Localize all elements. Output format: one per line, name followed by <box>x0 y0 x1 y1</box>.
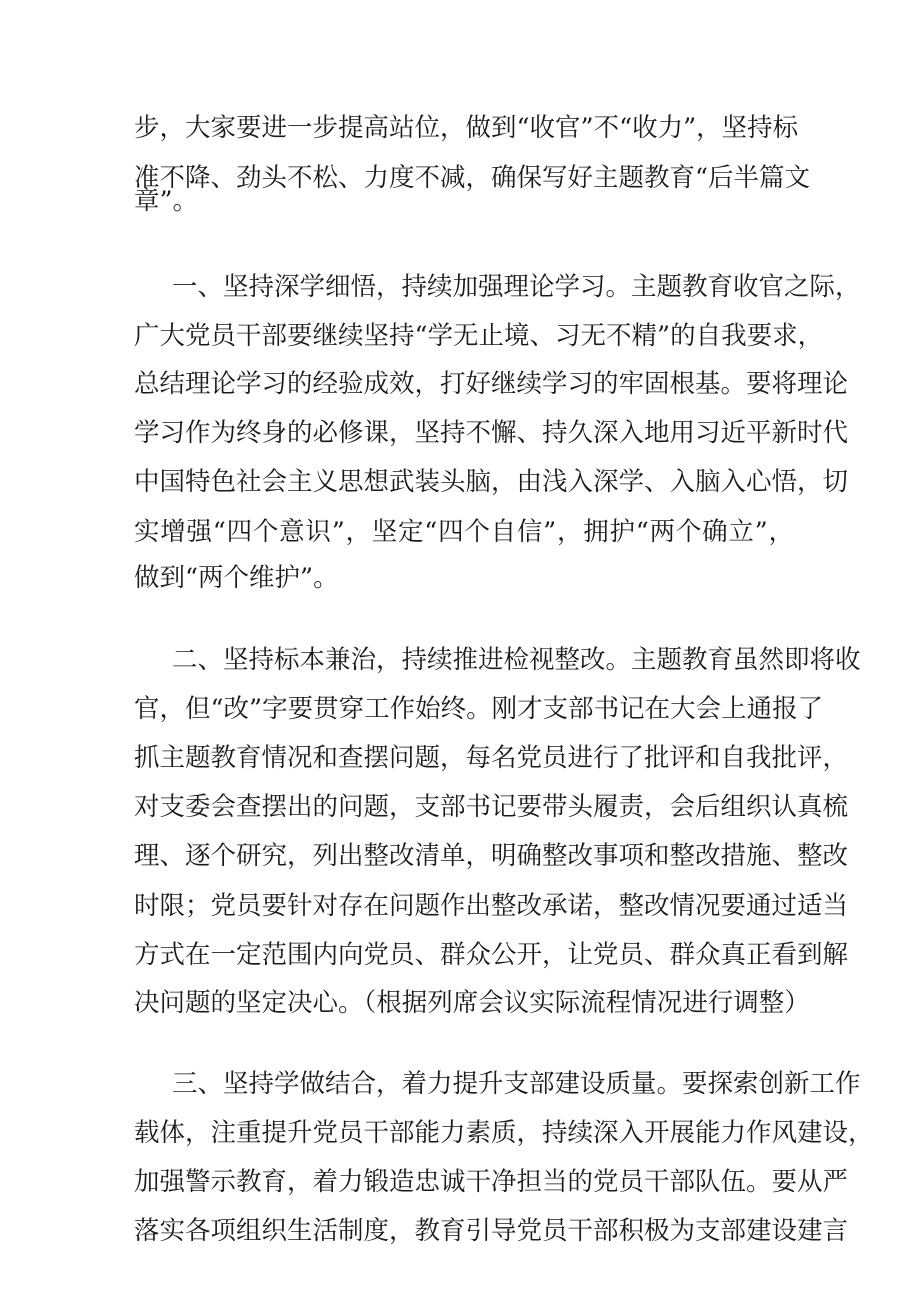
paragraph-2-line-8: 决问题的坚定决心。（根据列席会议实际流程情况进行调整） <box>134 988 810 1018</box>
paragraph-1-line-5: 中国特色社会主义思想武装头脑，由浅入深学、入脑入心悟，切 <box>134 467 849 497</box>
text-line-2: 准不降、劲头不松、力度不减，确保写好主题教育“后半篇文 <box>134 163 811 193</box>
text-line-1: 步，大家要进一步提高站位，做到“收官”不“收力”，坚持标 <box>134 113 799 143</box>
paragraph-1-line-2: 广大党员干部要继续坚持“学无止境、习无不精”的自我要求， <box>134 321 824 351</box>
text-line-3: 章”。 <box>134 186 199 216</box>
paragraph-1-line-6: 实增强“四个意识”，坚定“四个自信”，拥护“两个确立”， <box>134 517 794 547</box>
paragraph-2-line-3: 抓主题教育情况和查摆问题，每名党员进行了批评和自我批评， <box>134 743 849 773</box>
paragraph-3-line-2: 载体，注重提升党员干部能力素质，持续深入开展能力作风建设， <box>134 1118 874 1148</box>
paragraph-3-line-4: 落实各项组织生活制度，教育引导党员干部积极为支部建设建言 <box>134 1216 849 1246</box>
paragraph-1-line-3: 总结理论学习的经验成效，打好继续学习的牢固根基。要将理论 <box>134 369 849 399</box>
paragraph-1-line-1: 一、坚持深学细悟，持续加强理论学习。主题教育收官之际， <box>172 272 861 302</box>
paragraph-2-line-2: 官，但“改”字要贯穿工作始终。刚才支部书记在大会上通报了 <box>134 694 824 724</box>
paragraph-2-line-5: 理、逐个研究，列出整改清单，明确整改事项和整改措施、整改 <box>134 841 849 871</box>
paragraph-2-line-4: 对支委会查摆出的问题，支部书记要带头履责，会后组织认真梳 <box>134 792 849 822</box>
paragraph-2-line-7: 方式在一定范围内向党员、群众公开，让党员、群众真正看到解 <box>134 940 849 970</box>
paragraph-1-line-7: 做到“两个维护”。 <box>134 563 339 593</box>
paragraph-3-line-1: 三、坚持学做结合，着力提升支部建设质量。要探索创新工作 <box>172 1069 861 1099</box>
paragraph-3-line-3: 加强警示教育，着力锻造忠诚干净担当的党员干部队伍。要从严 <box>134 1167 849 1197</box>
paragraph-2-line-6: 时限；党员要针对存在问题作出整改承诺，整改情况要通过适当 <box>134 891 849 921</box>
paragraph-1-line-4: 学习作为终身的必修课，坚持不懈、持久深入地用习近平新时代 <box>134 418 849 448</box>
paragraph-2-line-1: 二、坚持标本兼治，持续推进检视整改。主题教育虽然即将收 <box>172 645 861 675</box>
